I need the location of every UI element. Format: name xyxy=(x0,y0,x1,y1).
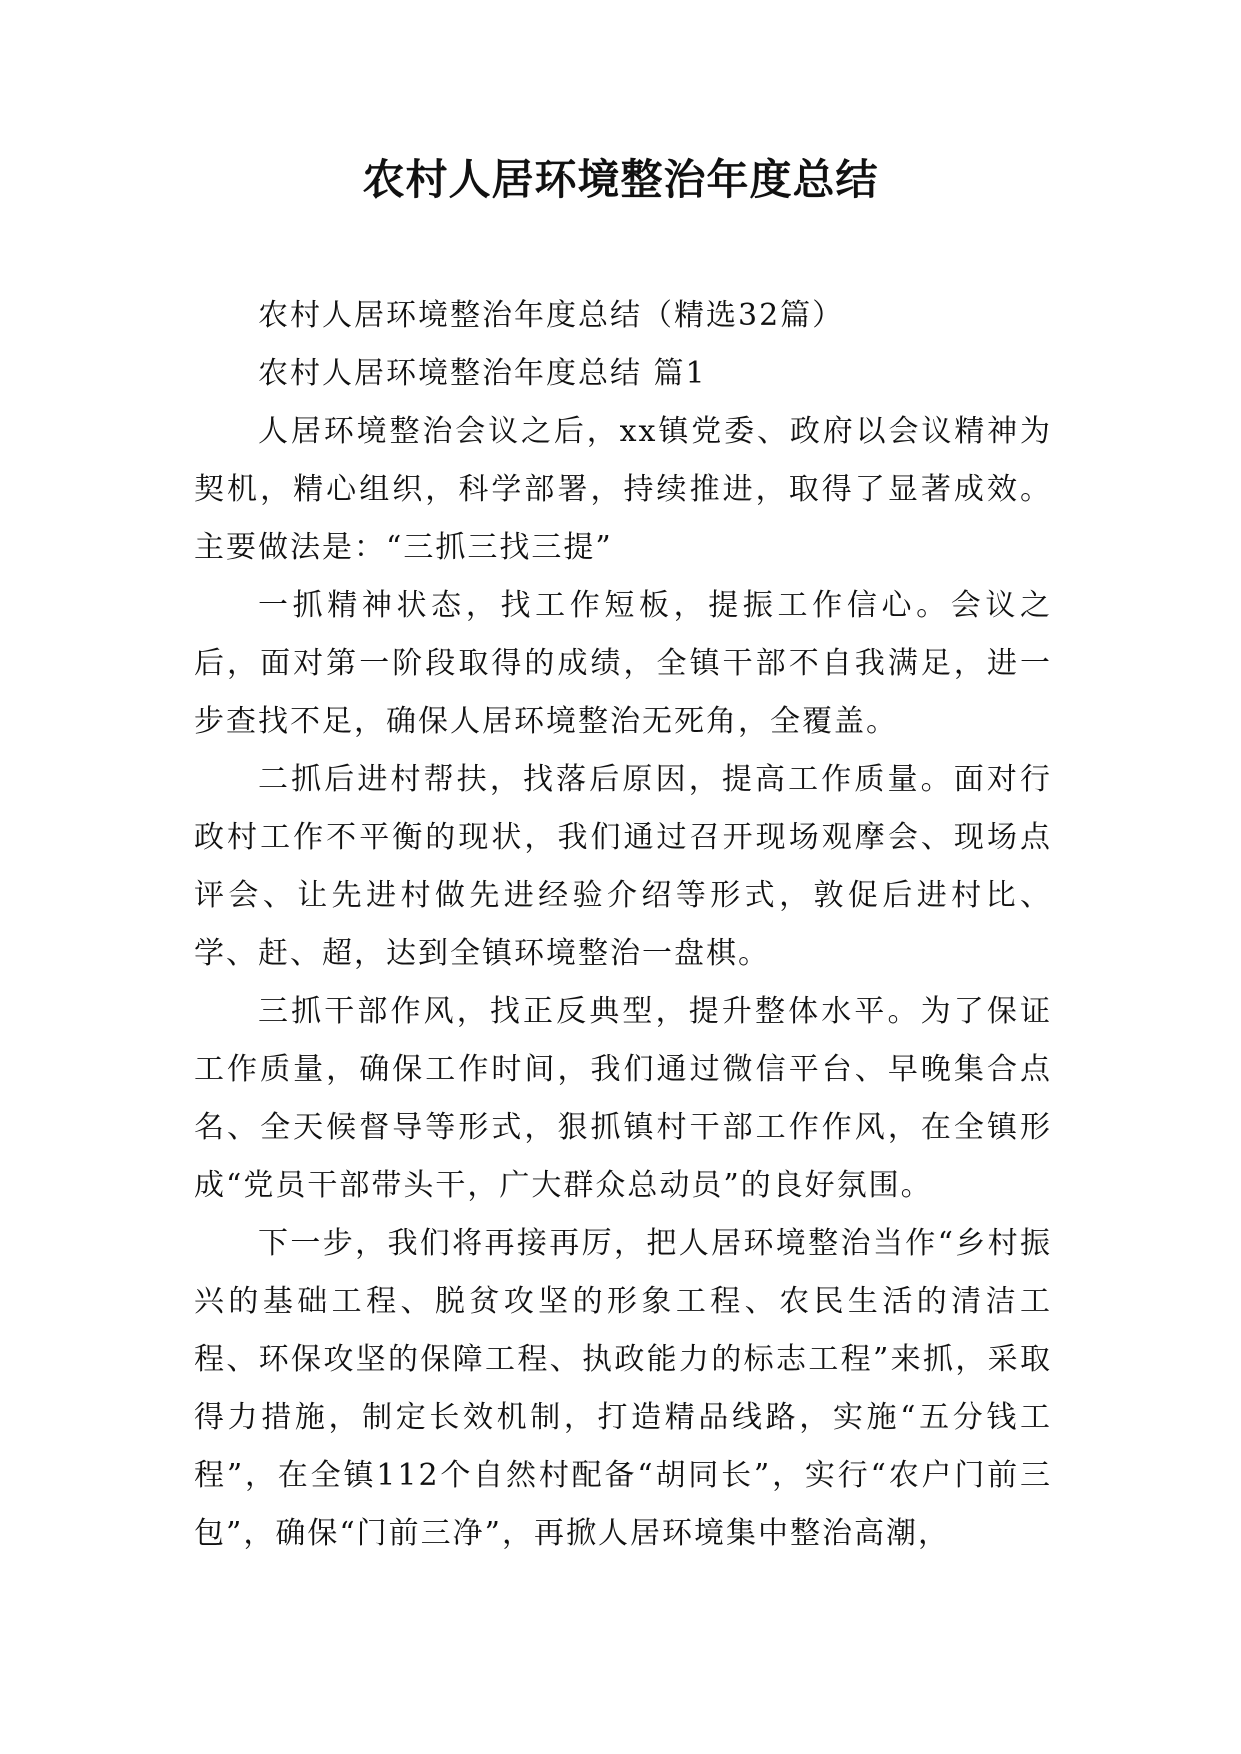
body-paragraph: 一抓精神状态，找工作短板，提振工作信心。会议之后，面对第一阶段取得的成绩，全镇干部不自我满足，进一步查找不足，确保人居环境整治无死角，全覆盖。 xyxy=(194,588,1052,739)
document-title: 农村人居环境整治年度总结 xyxy=(362,155,879,204)
subtitle-paragraph: 农村人居环境整治年度总结（精选32篇） xyxy=(258,298,845,333)
body-paragraph: 二抓后进村帮扶，找落后原因，提高工作质量。面对行政村工作不平衡的现状，我们通过召开现场观摩会、现场点评会、让先进村做先进经验介绍等形式，敦促后进村比、学、赶、超，达到全镇环境整治一盘棋。 xyxy=(194,762,1052,971)
body-paragraph: 下一步，我们将再接再厉，把人居环境整治当作“乡村振兴的基础工程、脱贫攻坚的形象工程、农民生活的清洁工程、环保攻坚的保障工程、执政能力的标志工程”来抓，采取得力措施，制定长效机制，打造精品线路，实施“五分钱工程”，在全镇112个自然村配备“胡同长”，实行“农户门前三包”，确保“门前三净”，再掀人居环境集中整治高潮， xyxy=(194,1226,1052,1551)
body-paragraph: 人居环境整治会议之后，xx镇党委、政府以会议精神为契机，精心组织，科学部署，持续推进，取得了显著成效。主要做法是：“三抓三找三提” xyxy=(194,414,1052,565)
body-paragraph: 三抓干部作风，找正反典型，提升整体水平。为了保证工作质量，确保工作时间，我们通过微信平台、早晚集合点名、全天候督导等形式，狠抓镇村干部工作作风，在全镇形成“党员干部带头干，广大群众总动员”的良好氛围。 xyxy=(194,994,1052,1203)
section-heading-paragraph: 农村人居环境整治年度总结 篇1 xyxy=(258,356,707,391)
document-body xyxy=(194,287,1052,1563)
